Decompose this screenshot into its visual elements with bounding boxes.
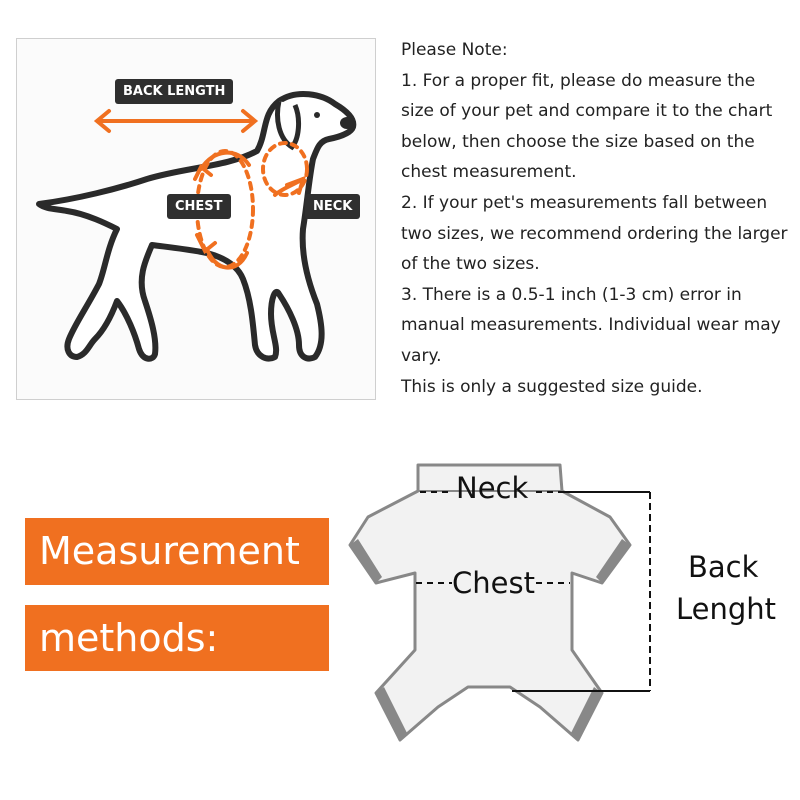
dog-outline [39,94,353,359]
methods-banner: methods: [25,605,329,671]
chest-label: Chest [452,566,535,600]
measurement-banner: Measurement [25,518,329,585]
chest-tag: CHEST [167,194,231,219]
back-label-line1: Back [688,550,759,584]
dog-nose [340,117,354,129]
back-length-tag: BACK LENGTH [115,79,233,104]
note-item-1: 1. For a proper fit, please do measure the size of your pet and compare it to the chart below, then choose the size based on the chest measurement. [401,70,773,183]
note-item-2: 2. If your pet's measurements fall between two sizes, we recommend ordering the larger of the two sizes. [401,192,788,275]
back-length-arrow [97,111,255,131]
note-heading: Please Note: [401,40,508,60]
garment-outline [350,465,630,740]
size-note [401,35,793,402]
neck-label: Neck [456,471,529,505]
neck-tag: NECK [305,194,360,219]
dog-measurement-panel [16,38,376,400]
note-item-3: 3. There is a 0.5-1 inch (1-3 cm) error in manual measurements. Individual wear may vary. [401,284,781,366]
dog-eye [314,112,320,118]
back-label-line2: Lenght [676,592,777,626]
note-footer: This is only a suggested size guide. [401,376,703,397]
